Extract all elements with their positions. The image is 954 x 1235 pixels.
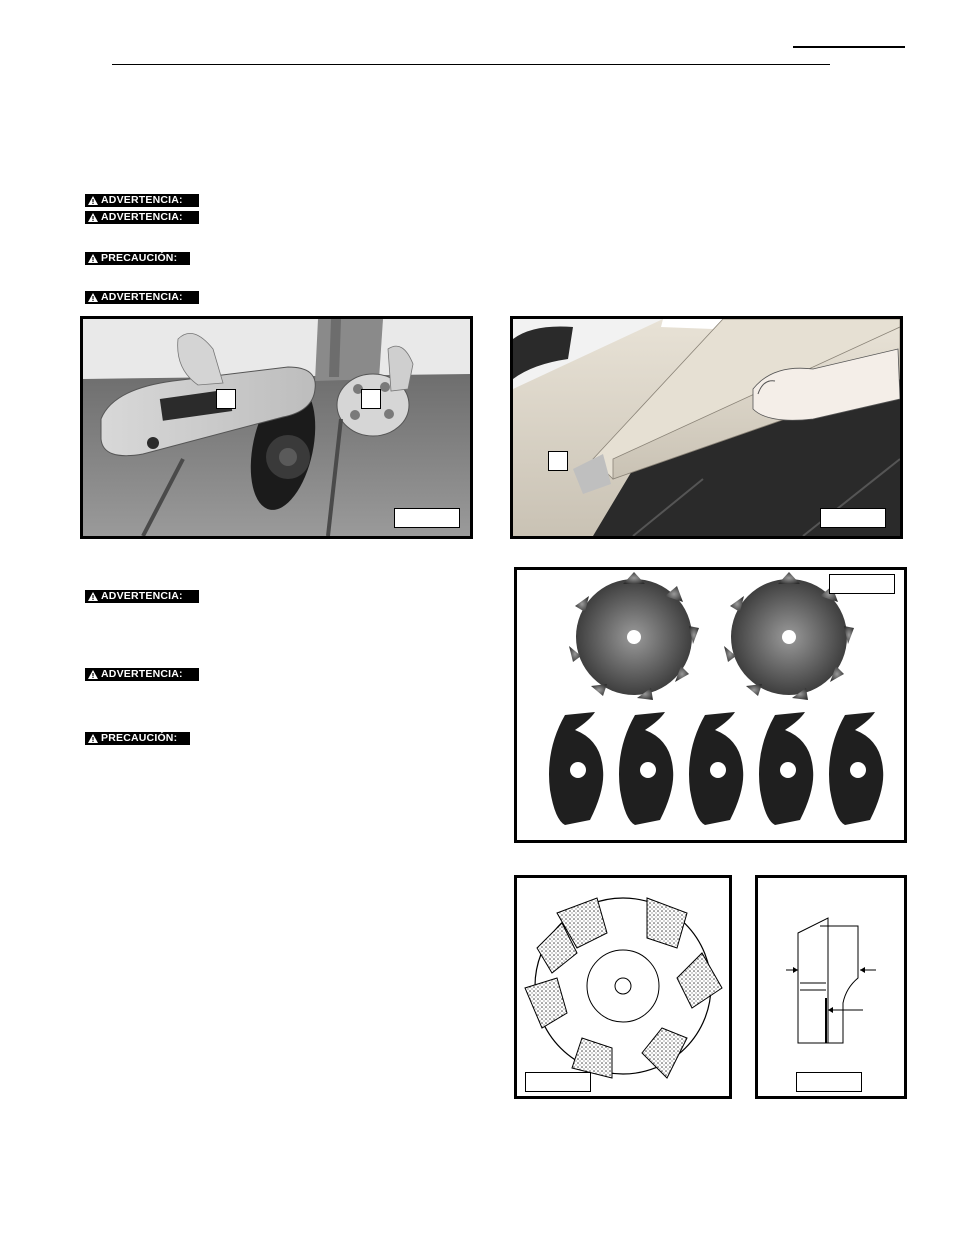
callout-b	[361, 389, 381, 409]
warning-triangle-icon	[88, 196, 98, 205]
tooth-profile-drawing	[758, 878, 904, 1096]
figure-label	[796, 1072, 862, 1092]
board-feed-illustration	[513, 319, 900, 536]
photo-board-feed	[510, 316, 903, 539]
figure-label	[525, 1072, 591, 1092]
warning-triangle-icon	[88, 293, 98, 302]
warning-label: ADVERTENCIA:	[101, 194, 183, 206]
warning-triangle-icon	[88, 734, 98, 743]
warning-label: ADVERTENCIA:	[101, 668, 183, 680]
caution-badge-1	[85, 252, 190, 265]
dado-blade-drawing	[517, 878, 729, 1096]
warning-label: ADVERTENCIA:	[101, 211, 183, 223]
figure-label	[820, 508, 886, 528]
warning-badge-2	[85, 211, 199, 224]
dado-set-illustration	[517, 570, 904, 840]
photo-dado-set	[514, 567, 907, 843]
caution-label: PRECAUCIÓN:	[101, 252, 178, 264]
header-rule-short	[793, 46, 905, 48]
warning-triangle-icon	[88, 670, 98, 679]
callout-a	[216, 389, 236, 409]
warning-label: ADVERTENCIA:	[101, 291, 183, 303]
drawing-tooth-profile	[755, 875, 907, 1099]
warning-badge-3	[85, 291, 199, 304]
caution-badge-2	[85, 732, 190, 745]
figure-label	[394, 508, 460, 528]
photo-table-insert	[80, 316, 473, 539]
figure-label	[829, 574, 895, 594]
caution-label: PRECAUCIÓN:	[101, 732, 178, 744]
header-rule	[112, 64, 830, 65]
table-insert-illustration	[83, 319, 470, 536]
warning-triangle-icon	[88, 592, 98, 601]
warning-badge-5	[85, 668, 199, 681]
warning-triangle-icon	[88, 254, 98, 263]
warning-triangle-icon	[88, 213, 98, 222]
callout-a	[548, 451, 568, 471]
warning-badge-4	[85, 590, 199, 603]
warning-badge-1	[85, 194, 199, 207]
warning-label: ADVERTENCIA:	[101, 590, 183, 602]
drawing-dado-blade	[514, 875, 732, 1099]
